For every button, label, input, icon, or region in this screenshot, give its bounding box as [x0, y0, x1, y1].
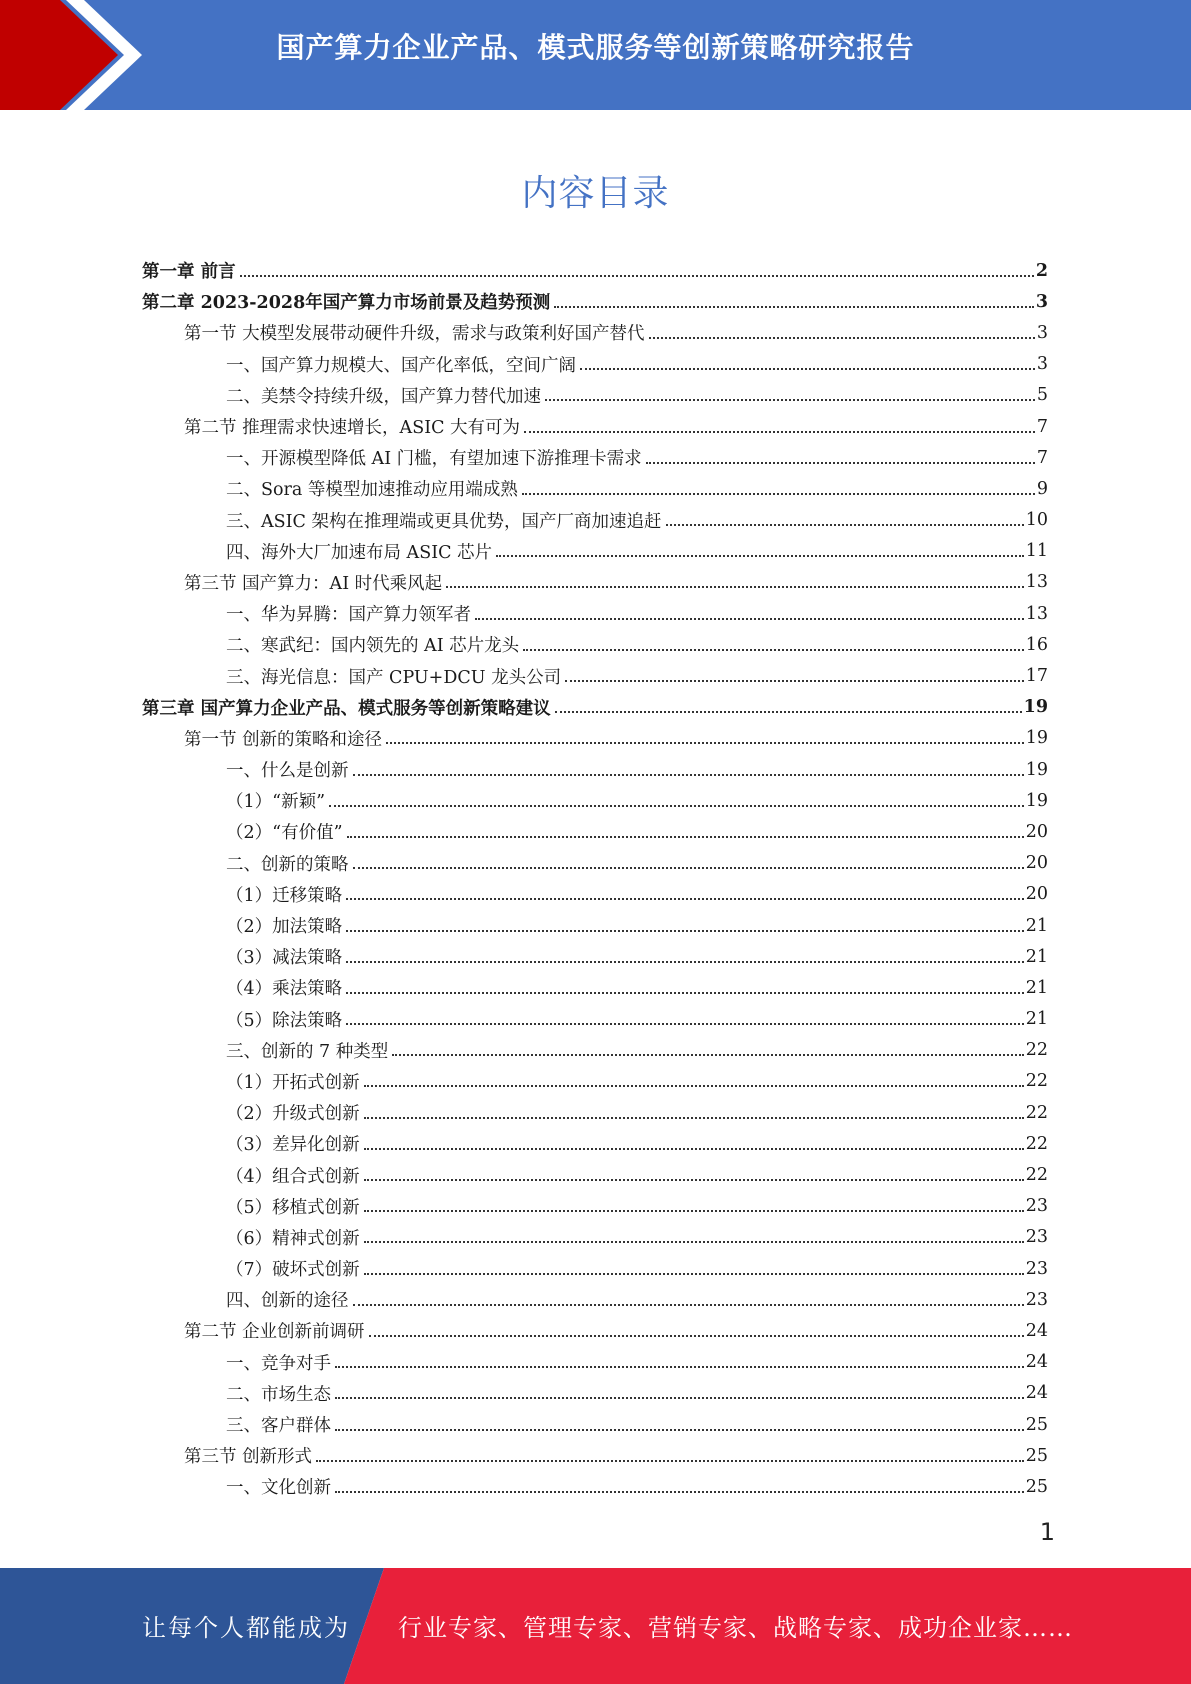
toc-entry-page: 20	[1025, 884, 1048, 905]
toc-entry-page: 20	[1025, 853, 1048, 874]
dot-leader	[496, 555, 1024, 557]
toc-entry-page: 19	[1023, 697, 1048, 718]
toc-entry-title: （4）组合式创新	[226, 1166, 360, 1187]
dot-leader	[353, 867, 1024, 869]
toc-entry-page: 24	[1025, 1383, 1048, 1404]
toc-entry-page: 21	[1025, 946, 1048, 967]
toc-entry-title: 第二章 2023-2028年国产算力市场前景及趋势预测	[142, 293, 551, 314]
toc-entry[interactable]	[142, 1004, 1048, 1035]
toc-entry-title: 第二节 推理需求快速增长，ASIC 大有可为	[184, 418, 521, 439]
dot-leader	[240, 275, 1034, 277]
dot-leader	[364, 1273, 1024, 1275]
toc-entry-page: 22	[1025, 1040, 1048, 1061]
dot-leader	[353, 1304, 1024, 1306]
toc-entry-title: 一、竞争对手	[226, 1353, 331, 1374]
toc-entry-page: 22	[1025, 1102, 1048, 1123]
toc-entry-title: 第三章 国产算力企业产品、模式服务等创新策略建议	[142, 698, 551, 719]
toc-entry-page: 23	[1025, 1289, 1048, 1310]
dot-leader	[346, 930, 1024, 932]
dot-leader	[554, 306, 1034, 308]
toc-entry-title: 二、寒武纪：国内领先的 AI 芯片龙头	[226, 636, 520, 657]
footer-band	[0, 1568, 1191, 1684]
toc-entry-page: 16	[1025, 634, 1048, 655]
toc-entry[interactable]	[142, 941, 1048, 972]
toc-entry-title: （6）精神式创新	[226, 1228, 360, 1249]
toc-entry-title: 一、文化创新	[226, 1478, 331, 1499]
toc-entry[interactable]	[142, 380, 1048, 411]
toc-entry[interactable]	[142, 1284, 1048, 1315]
dot-leader	[555, 711, 1022, 713]
dot-leader	[565, 680, 1024, 682]
toc-entry[interactable]	[142, 1315, 1048, 1346]
dot-leader	[364, 1241, 1024, 1243]
dot-leader	[364, 1085, 1024, 1087]
toc-entry-title: 一、国产算力规模大、国产化率低，空间广阔	[226, 355, 576, 376]
toc-entry-title: 二、Sora 等模型加速推动应用端成熟	[226, 480, 518, 501]
toc-entry[interactable]	[142, 286, 1048, 317]
dot-leader	[353, 774, 1024, 776]
dot-leader	[335, 1491, 1024, 1493]
dot-leader	[364, 1148, 1024, 1150]
chevron-arrow-icon	[0, 0, 160, 110]
toc-entry-title: （2）加法策略	[226, 917, 343, 938]
toc-entry-title: 第二节 企业创新前调研	[184, 1322, 365, 1343]
toc-entry[interactable]	[142, 848, 1048, 879]
dot-leader	[369, 1335, 1024, 1337]
toc-entry-page: 17	[1025, 666, 1048, 687]
toc-entry-title: 三、ASIC 架构在推理端或更具优势，国产厂商加速追赶	[226, 511, 662, 532]
toc-entry[interactable]	[142, 816, 1048, 847]
toc-entry-page: 5	[1036, 385, 1048, 406]
toc-entry-title: 第一节 大模型发展带动硬件升级，需求与政策利好国产替代	[184, 324, 645, 345]
dot-leader	[335, 1429, 1024, 1431]
toc-entry[interactable]	[142, 505, 1048, 536]
dot-leader	[335, 1397, 1024, 1399]
dot-leader	[386, 742, 1024, 744]
toc-entry[interactable]	[142, 1409, 1048, 1440]
toc-entry[interactable]	[142, 442, 1048, 473]
toc-entry[interactable]	[142, 1378, 1048, 1409]
toc-entry-title: 三、海光信息：国产 CPU+DCU 龙头公司	[226, 667, 562, 688]
toc-entry-title: （7）破坏式创新	[226, 1260, 360, 1281]
toc-entry[interactable]	[142, 972, 1048, 1003]
toc-entry-title: （1）迁移策略	[226, 885, 343, 906]
toc-entry[interactable]	[142, 910, 1048, 941]
dot-leader	[346, 898, 1024, 900]
toc-entry[interactable]	[142, 1066, 1048, 1097]
toc-entry-title: （2）升级式创新	[226, 1104, 360, 1125]
toc-entry-page: 24	[1025, 1352, 1048, 1373]
toc-entry-page: 21	[1025, 977, 1048, 998]
toc-entry-title: 一、华为昇腾：国产算力领军者	[226, 605, 471, 626]
toc-entry-title: 二、创新的策略	[226, 854, 349, 875]
toc-entry-page: 13	[1025, 603, 1048, 624]
toc-entry-title: 二、市场生态	[226, 1384, 331, 1405]
toc-entry[interactable]	[142, 879, 1048, 910]
toc-entry[interactable]	[142, 1440, 1048, 1471]
toc-entry[interactable]	[142, 1097, 1048, 1128]
toc-entry-title: 四、海外大厂加速布局 ASIC 芯片	[226, 542, 493, 563]
toc-entry[interactable]	[142, 1191, 1048, 1222]
table-of-contents	[142, 255, 1048, 1503]
toc-entry-title: 第三节 国产算力：AI 时代乘风起	[184, 573, 443, 594]
dot-leader	[335, 1366, 1024, 1368]
toc-entry[interactable]	[142, 1128, 1048, 1159]
toc-entry-title: 三、客户群体	[226, 1416, 331, 1437]
toc-entry[interactable]	[142, 567, 1048, 598]
toc-entry-title: 四、创新的途径	[226, 1291, 349, 1312]
dot-leader	[523, 649, 1024, 651]
toc-entry-page: 19	[1025, 728, 1048, 749]
toc-entry-title: （1）“新颖”	[226, 792, 326, 813]
dot-leader	[364, 1179, 1024, 1181]
toc-entry-page: 7	[1036, 416, 1048, 437]
toc-entry-page: 3	[1036, 322, 1048, 343]
toc-entry-page: 22	[1025, 1071, 1048, 1092]
toc-entry-page: 24	[1025, 1320, 1048, 1341]
toc-entry[interactable]	[142, 411, 1048, 442]
toc-entry-page: 7	[1036, 447, 1048, 468]
toc-entry-page: 13	[1025, 572, 1048, 593]
toc-entry-page: 23	[1025, 1227, 1048, 1248]
toc-entry-title: （4）乘法策略	[226, 979, 343, 1000]
toc-entry-title: （2）“有价值”	[226, 823, 343, 844]
toc-entry-page: 10	[1025, 510, 1048, 531]
dot-leader	[316, 1460, 1024, 1462]
toc-entry[interactable]	[142, 692, 1048, 723]
toc-entry-title: 二、美禁令持续升级，国产算力替代加速	[226, 386, 541, 407]
toc-entry[interactable]	[142, 754, 1048, 785]
toc-entry-title: 第一章 前言	[142, 262, 236, 283]
toc-entry-page: 22	[1025, 1133, 1048, 1154]
toc-entry-page: 3	[1035, 291, 1048, 312]
toc-entry-page: 19	[1025, 759, 1048, 780]
toc-entry[interactable]	[142, 1222, 1048, 1253]
toc-entry-page: 9	[1036, 478, 1048, 499]
toc-entry-title: 一、开源模型降低 AI 门槛，有望加速下游推理卡需求	[226, 449, 642, 470]
toc-entry-page: 21	[1025, 1009, 1048, 1030]
dot-leader	[346, 961, 1024, 963]
dot-leader	[364, 1210, 1024, 1212]
dot-leader	[346, 1023, 1024, 1025]
dot-leader	[580, 368, 1035, 370]
toc-entry[interactable]	[142, 473, 1048, 504]
dot-leader	[666, 524, 1024, 526]
toc-entry[interactable]	[142, 1471, 1048, 1502]
toc-entry-page: 11	[1025, 541, 1048, 562]
dot-leader	[392, 1054, 1023, 1056]
dot-leader	[649, 337, 1035, 339]
toc-entry-title: （3）差异化创新	[226, 1135, 360, 1156]
toc-entry[interactable]	[142, 1253, 1048, 1284]
toc-entry[interactable]	[142, 255, 1048, 286]
dot-leader	[329, 805, 1024, 807]
toc-entry[interactable]	[142, 629, 1048, 660]
toc-entry[interactable]	[142, 785, 1048, 816]
dot-leader	[646, 462, 1035, 464]
footer-slogan: 让每个人都能成为	[142, 1614, 350, 1642]
toc-entry-title: 第三节 创新形式	[184, 1447, 313, 1468]
toc-entry-page: 20	[1025, 821, 1048, 842]
footer-roles: 行业专家、管理专家、营销专家、战略专家、成功企业家……	[398, 1614, 1073, 1642]
toc-entry-page: 3	[1036, 354, 1048, 375]
toc-entry-page: 2	[1035, 260, 1048, 281]
dot-leader	[522, 493, 1035, 495]
toc-entry-page: 22	[1025, 1165, 1048, 1186]
toc-entry-page: 25	[1025, 1445, 1048, 1466]
toc-entry[interactable]	[142, 660, 1048, 691]
toc-entry-page: 25	[1025, 1414, 1048, 1435]
toc-entry-title: （3）减法策略	[226, 948, 343, 969]
toc-entry[interactable]	[142, 1035, 1048, 1066]
toc-entry[interactable]	[142, 598, 1048, 629]
dot-leader	[347, 836, 1024, 838]
toc-entry-title: （5）除法策略	[226, 1010, 343, 1031]
toc-entry-title: 第一节 创新的策略和途径	[184, 729, 383, 750]
dot-leader	[545, 399, 1035, 401]
page-number: 1	[1039, 1518, 1055, 1546]
toc-entry[interactable]	[142, 1347, 1048, 1378]
dot-leader	[524, 431, 1035, 433]
dot-leader	[346, 992, 1024, 994]
toc-entry-title: （1）开拓式创新	[226, 1072, 360, 1093]
toc-heading: 内容目录	[521, 173, 670, 214]
toc-entry[interactable]	[142, 536, 1048, 567]
dot-leader	[475, 618, 1024, 620]
report-header-band	[0, 0, 1191, 110]
report-title: 国产算力企业产品、模式服务等创新策略研究报告	[276, 31, 915, 64]
dot-leader	[446, 586, 1024, 588]
toc-entry-page: 23	[1025, 1258, 1048, 1279]
toc-entry-title: 一、什么是创新	[226, 761, 349, 782]
toc-entry[interactable]	[142, 317, 1048, 348]
toc-entry-page: 23	[1025, 1196, 1048, 1217]
toc-entry-page: 21	[1025, 915, 1048, 936]
toc-entry-page: 19	[1025, 790, 1048, 811]
toc-entry-title: 三、创新的 7 种类型	[226, 1041, 389, 1062]
toc-entry-page: 25	[1025, 1476, 1048, 1497]
toc-entry[interactable]	[142, 1159, 1048, 1190]
toc-entry[interactable]	[142, 349, 1048, 380]
toc-entry[interactable]	[142, 723, 1048, 754]
toc-entry-title: （5）移植式创新	[226, 1197, 360, 1218]
dot-leader	[364, 1117, 1024, 1119]
